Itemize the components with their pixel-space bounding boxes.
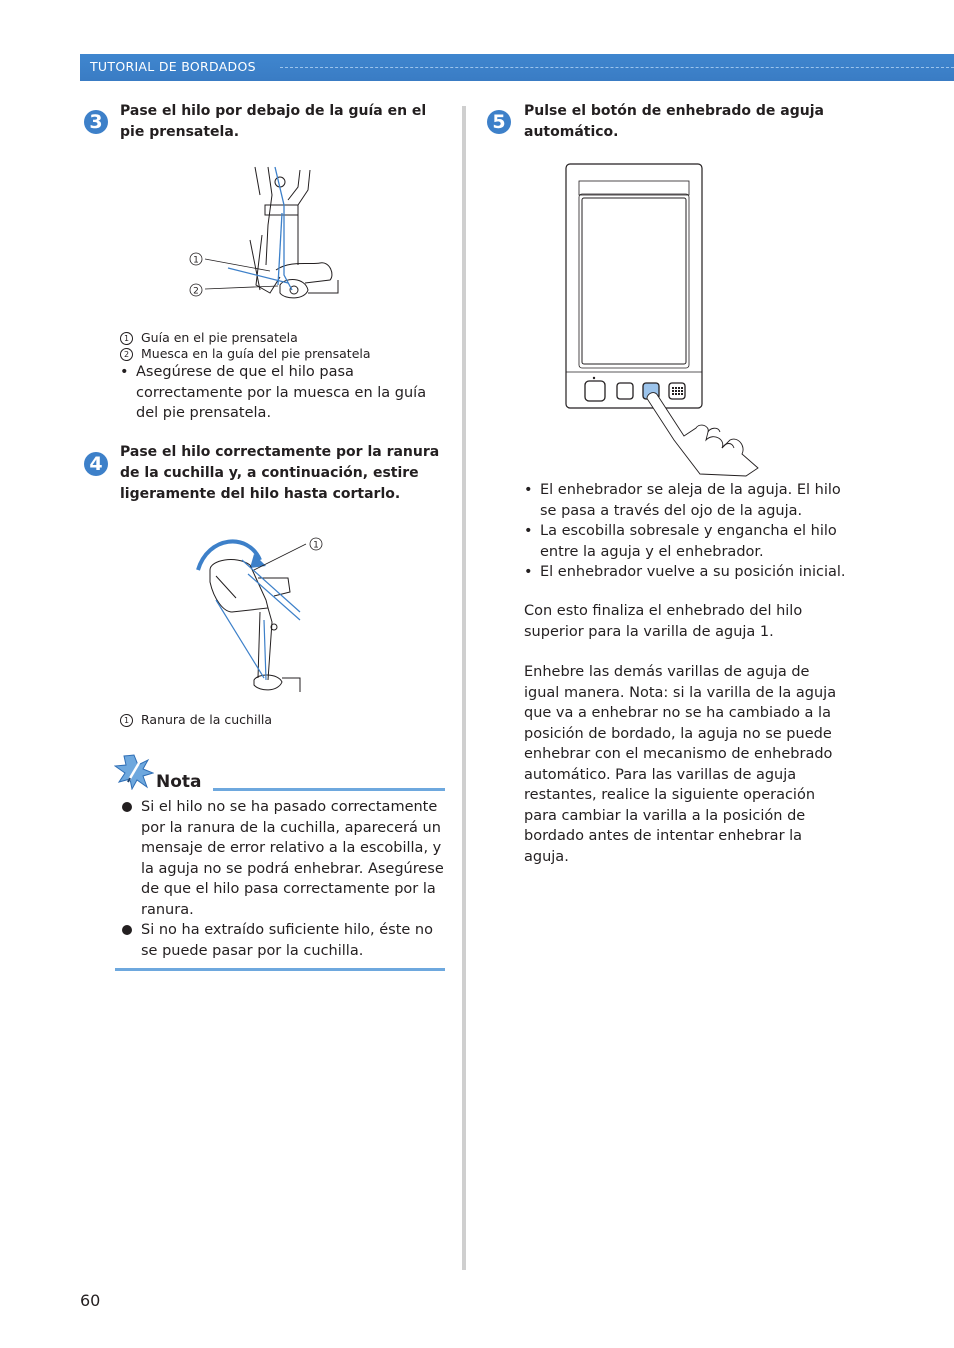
note-rule-top <box>213 788 445 791</box>
caption-1-marker: 1 <box>120 714 133 727</box>
list-item: • El enhebrador vuelve a su posición inicial. <box>524 564 846 580</box>
paragraph-completion: Con esto finaliza el enhebrado del hilo superior para la varilla de aguja 1. <box>524 603 803 640</box>
step-3-bullet-list <box>120 362 450 424</box>
page-number: 60 <box>80 1291 101 1310</box>
step-4-number: 4 <box>84 452 108 476</box>
section-title: TUTORIAL DE BORDADOS <box>90 59 256 74</box>
callout-1: 1 <box>193 255 199 266</box>
cutter-slot-illustration <box>188 530 328 700</box>
paragraph-other-needles: Enhebre las demás varillas de aguja de igual manera. Nota: si la varilla de la aguja que va a enhebrar no se ha cambiado a la posición de bordado, la aguja no se puede enhebrar con el mecanismo de enhebrado automático. Para las varillas de aguja restantes, realice la siguiente operación para cambiar la varilla a la posición de bordado antes de intentar enhebrar la aguja. <box>524 664 837 865</box>
caption-1-text: Ranura de la cuchilla <box>141 712 273 727</box>
caption-notch <box>120 346 371 362</box>
caption-2-text: Muesca en la guía del pie prensatela <box>141 346 371 361</box>
note-rule-bottom <box>115 968 445 971</box>
list-item: • La escobilla sobresale y engancha el hilo entre la aguja y el enhebrador. <box>524 523 837 560</box>
step-5-number: 5 <box>487 110 511 134</box>
note-icon <box>114 754 154 790</box>
list-item: Si no ha extraído suficiente hilo, éste no se puede pasar por la cuchilla. <box>115 920 445 961</box>
list-item: • El enhebrador se aleja de la aguja. El hilo se pasa a través del ojo de la aguja. <box>524 482 841 519</box>
caption-2-marker: 2 <box>120 348 133 361</box>
section-header-bar <box>80 54 954 81</box>
list-item: Si el hilo no se ha pasado correctamente por la ranura de la cuchilla, aparecerá un mensaje de error relativo a la escobilla, y la aguja no se podrá enhebrar. Asegúrese de que el hilo pasa correctamente por la ranura. <box>115 797 445 920</box>
header-dashed-line <box>280 67 954 68</box>
note-list <box>115 797 445 961</box>
note-title: Nota <box>156 772 202 792</box>
column-divider <box>462 106 466 1270</box>
caption-1-text: Guía en el pie prensatela <box>141 330 298 345</box>
step-4-instruction: Pase el hilo correctamente por la ranura de la cuchilla y, a continuación, estire ligeramente del hilo hasta cortarlo. <box>120 444 440 502</box>
step-3-number: 3 <box>84 110 108 134</box>
step-5-instruction: Pulse el botón de enhebrado de aguja automático. <box>524 103 824 140</box>
callout-2: 2 <box>193 286 199 297</box>
caption-guide <box>120 330 298 346</box>
caption-1-marker: 1 <box>120 332 133 345</box>
operation-panel-illustration <box>560 160 770 480</box>
presser-foot-guide-illustration <box>180 165 345 305</box>
list-item: • Asegúrese de que el hilo pasa correctamente por la muesca en la guía del pie prensatela. <box>120 364 427 421</box>
step-5-bullet-list <box>524 480 849 583</box>
caption-cutter-slot <box>120 712 272 728</box>
callout-1: 1 <box>313 540 319 551</box>
step-3-instruction: Pase el hilo por debajo de la guía en el pie prensatela. <box>120 103 427 140</box>
